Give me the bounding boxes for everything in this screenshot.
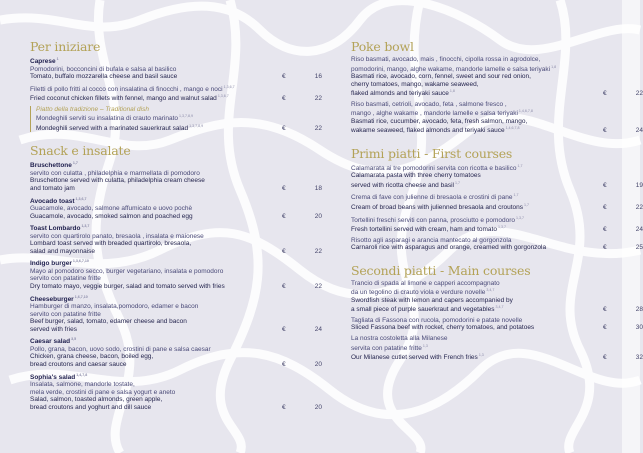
currency-symbol: € (282, 360, 286, 368)
description-english (351, 125, 631, 135)
menu-item (351, 335, 643, 362)
description-text: served with fries (30, 325, 77, 333)
allergen-codes: 1,3,7,8,9 (179, 114, 193, 119)
currency-symbol: € (282, 247, 286, 255)
allergen-codes: 3,5 (71, 337, 77, 342)
allergen-codes: 1,3,7 (497, 225, 506, 230)
description-text: Trancio di spada al limone e capperi accompagnato (351, 279, 500, 287)
allergen-codes: 1,7 (454, 180, 460, 185)
description-italian (30, 268, 310, 276)
allergen-codes: 1 (56, 57, 59, 61)
menu-item (351, 56, 643, 98)
description-english (351, 297, 631, 305)
description-english (30, 213, 310, 221)
description-italian (36, 113, 310, 123)
currency-symbol: € (282, 73, 286, 80)
price (603, 127, 643, 135)
allergen-codes: 1,4,6,7,8 (505, 126, 520, 131)
menu-item (30, 196, 322, 221)
description-italian (30, 233, 310, 241)
description-text: Insalata, salmone, mandorle tostate, (30, 381, 135, 388)
description-italian (351, 163, 631, 173)
description-italian (30, 275, 310, 283)
allergen-codes: 1,3,6,7 (217, 94, 229, 99)
allergen-codes: 1,3,6,7 (223, 84, 235, 89)
description-text: Lombard toast served with breaded quartirolo, bresaola, (30, 240, 192, 248)
description-english (30, 326, 310, 334)
description-english (30, 283, 310, 291)
dish-name: Sophia's salad (30, 373, 76, 381)
description-text: salad and mayonnaise (30, 247, 96, 255)
description-text: Tagliata di Fassona con rucola, pomodorini e patate novelle (351, 316, 523, 324)
currency-symbol: € (282, 124, 286, 132)
description-english (351, 244, 631, 252)
description-text: bread croutons and yoghurt and dill sauce (30, 403, 152, 411)
allergen-codes: 1,7 (72, 161, 78, 166)
description-text: Bruschettone served with culatta, philadelphia cream cheese (30, 177, 205, 185)
price (282, 73, 322, 81)
description-text: Swordfish steak with lemon and capers accompanied by (351, 296, 513, 304)
menu-item (351, 215, 643, 234)
description-text: servito con quartirolo panato, bresaola , insalata e maionese (30, 232, 204, 240)
allergen-codes: 3,4,7 (486, 288, 495, 293)
description-text: servito con patatine fritte (30, 275, 101, 283)
currency-symbol: € (603, 127, 607, 135)
dish-title (30, 56, 310, 66)
menu-item (30, 294, 322, 334)
description-english (30, 396, 310, 404)
description-english (351, 180, 631, 190)
price (282, 283, 322, 291)
description-text: wakame seaweed, flaked almonds and teriyaki sauce (351, 127, 505, 135)
description-text: Mondeghili served with a marinated sauerkraut salad (36, 124, 189, 132)
menu-section (30, 143, 322, 411)
currency-symbol: € (603, 90, 607, 97)
menu-right-column (351, 39, 643, 374)
price (282, 361, 322, 369)
menu-section (30, 39, 322, 132)
dish-name: Bruschettone (30, 162, 72, 170)
price-value: 24 (635, 127, 643, 135)
dish-name: Toast Lombardo (30, 225, 81, 233)
dish-title (30, 223, 310, 233)
description-text: Calamarata pasta with three cherry tomatoes (351, 172, 481, 180)
description-english (351, 73, 631, 81)
description-english (30, 240, 310, 248)
section-heading: Per iniziare (30, 39, 101, 54)
currency-symbol: € (603, 226, 607, 234)
description-english (30, 318, 310, 326)
allergen-codes: 1,3 (422, 343, 428, 348)
description-italian (351, 280, 631, 288)
menu-item (30, 84, 322, 103)
dish-title (30, 372, 310, 382)
description-text: Calamarata ai tre pomodorini servita con ricotta e basilico (351, 164, 517, 172)
price (282, 213, 322, 221)
allergen-codes: 1,4,6,7,8 (518, 109, 533, 114)
description-italian (30, 389, 310, 397)
description-text: Riso basmati, cetrioli, avocado, feta , salmone fresco , (351, 100, 507, 108)
price-value: 22 (314, 282, 322, 290)
description-text: Carnaroli rice with asparagus and orange, creamed with gorgonzola (351, 244, 547, 252)
price (603, 226, 643, 234)
price-value: 24 (635, 226, 643, 234)
currency-symbol: € (603, 244, 607, 252)
description-text: Dry tomato mayo, veggie burger, salad and tomato served with fries (30, 282, 225, 290)
description-text: Tortellini freschi serviti con panna, prosciutto e pomodoro (351, 216, 516, 224)
price (282, 185, 322, 193)
description-text: Chicken, grana cheese, bacon, boiled egg, (30, 353, 154, 361)
price (603, 204, 643, 212)
description-english (351, 352, 631, 362)
currency-symbol: € (282, 95, 286, 103)
menu-item (351, 100, 643, 135)
description-text: Basmati rice, avocado, corn, fennel, sweet and sour red onion, (351, 73, 531, 80)
currency-symbol: € (282, 212, 286, 220)
description-italian (351, 287, 631, 297)
price-value: 18 (314, 184, 322, 192)
description-text: mela verde, crostini di pane e salsa yogurt e aneto (30, 388, 176, 396)
description-english (30, 361, 310, 369)
currency-symbol: € (282, 282, 286, 290)
currency-symbol: € (282, 184, 286, 192)
description-english (351, 324, 631, 332)
menu-item (351, 279, 643, 314)
description-english (36, 123, 310, 133)
description-text: servito con patatine fritte (30, 310, 101, 318)
allergen-codes: 1,6,7,10 (74, 294, 88, 299)
description-italian (30, 205, 310, 213)
description-italian (351, 64, 631, 74)
description-text: servito con culatta , philadelphia e marmellata di pomodoro (30, 169, 200, 177)
description-english (30, 185, 310, 193)
price (603, 354, 643, 362)
description-italian (351, 108, 631, 118)
dish-name: Caprese (30, 58, 56, 65)
description-text: a small piece of purple sauerkraut and vegetables (351, 306, 495, 314)
dish-title (30, 258, 310, 268)
menu-item (351, 192, 643, 211)
price-value: 25 (635, 244, 643, 252)
currency-symbol: € (603, 203, 607, 211)
traditional-dish-label: Piatto della tradizione – Traditional dish (36, 105, 149, 113)
description-italian (30, 303, 310, 311)
description-english (30, 177, 310, 185)
price-value: 22 (314, 95, 322, 103)
description-text: flaked almonds and teriyaki sauce (351, 90, 449, 97)
description-text: Sliced Fassona beef with rocket, cherry tomatoes, and potatoes (351, 324, 535, 332)
description-text: Hamburger di manzo, insalata,pomodoro, edamer e bacon (30, 303, 199, 311)
description-text: Basmati rice, cucumber, avocado, feta, fresh salmon, mango, (351, 117, 528, 125)
description-text: Fresh tortellini served with cream, ham and tomato (351, 226, 497, 234)
dish-name: Caesar salad (30, 338, 71, 346)
price-value: 16 (314, 73, 322, 80)
description-text: Risotto agli asparagi e arancia mantecato al gorgonzola (351, 236, 512, 244)
dish-title (30, 336, 310, 346)
dish-name: Avocado toast (30, 197, 75, 205)
description-italian (30, 84, 310, 94)
allergen-codes: 1,7 (517, 163, 523, 168)
description-italian (351, 56, 631, 64)
price-value: 22 (635, 203, 643, 211)
section-heading: Secondi piatti - Main courses (351, 262, 531, 278)
allergen-codes: 1,3 (478, 353, 484, 358)
description-english (30, 73, 310, 81)
allergen-codes: 1,3,7,8,9 (189, 123, 204, 128)
description-english (351, 224, 631, 234)
description-text: and tomato jam (30, 184, 75, 192)
price (603, 306, 643, 314)
description-text: Riso basmati, avocado, mais , finocchi, cipolla rossa in agrodolce, (351, 56, 541, 63)
description-italian (351, 343, 631, 353)
allergen-codes: 1,3,7 (81, 224, 90, 229)
description-text: servita con patatine fritte (351, 344, 422, 352)
price (282, 248, 322, 256)
menu-item (30, 223, 322, 255)
description-text: bread croutons and caesar sauce (30, 360, 127, 368)
price (282, 404, 322, 412)
price (282, 95, 322, 103)
section-heading: Primi piatti - First courses (351, 145, 513, 161)
price (282, 125, 322, 133)
description-italian (351, 192, 631, 202)
currency-symbol: € (282, 325, 286, 333)
menu-item (351, 236, 643, 252)
price-value: 22 (314, 247, 322, 255)
description-english (351, 118, 631, 126)
description-text: Pollo, grana, bacon, uovo sodo, crostini di pane e salsa caesar (30, 345, 211, 353)
description-italian (351, 215, 631, 225)
dish-name: Cheeseburger (30, 295, 74, 303)
price-value: 32 (635, 354, 643, 362)
description-english (30, 404, 310, 412)
description-text: Mondeghili serviti su insalatina di crauto marinato (36, 115, 178, 123)
description-english (351, 81, 631, 89)
description-english (30, 93, 310, 103)
allergen-codes: 1,8 (449, 89, 455, 93)
menu-item (30, 105, 322, 133)
description-text: Salad, salmon, toasted almonds, green apple, (30, 396, 163, 403)
section-heading: Snack e insalate (30, 143, 131, 159)
description-text: Guacamole, avocado, smoked salmon and poached egg (30, 212, 193, 220)
description-english (30, 248, 310, 256)
menu-item (30, 372, 322, 412)
price-value: 22 (314, 124, 322, 132)
price (603, 182, 643, 190)
menu-item (30, 258, 322, 290)
description-text: Filetti di pollo fritti al cocco con insalatina di finocchi , mango e noci (30, 85, 223, 93)
description-english (351, 202, 631, 212)
price-value: 20 (314, 360, 322, 368)
allergen-codes: 1,3,6,7,10 (72, 259, 89, 264)
description-text: Fried coconut chicken fillets with fennel, mango and walnut salad (30, 95, 217, 103)
description-text: La nostra costoletta alla Milanese (351, 335, 448, 343)
description-italian (30, 170, 310, 178)
allergen-codes: 1,7 (513, 193, 519, 198)
description-italian (351, 237, 631, 245)
menu-item (30, 336, 322, 368)
allergen-codes: 3,4,7 (495, 305, 504, 310)
price-value: 19 (635, 181, 643, 189)
menu-item (351, 316, 643, 332)
dish-name: Indigo burger (30, 260, 72, 268)
description-italian (351, 317, 631, 325)
allergen-codes: 1,3,7 (516, 215, 525, 220)
allergen-codes: 1,8 (551, 64, 557, 69)
description-text: mango , alghe wakame , mandorle lamelle e salsa teriyaki (351, 110, 518, 118)
description-english (351, 88, 631, 98)
price-value: 30 (635, 324, 643, 332)
description-italian (351, 335, 631, 343)
currency-symbol: € (603, 306, 607, 314)
description-text: Pomodorini, bocconcini di bufala e salsa al basilico (30, 65, 177, 73)
menu-section (351, 262, 643, 362)
description-italian (30, 66, 310, 74)
description-italian (30, 381, 310, 389)
price-value: 24 (314, 325, 322, 333)
description-italian (30, 346, 310, 354)
menu-section (351, 39, 643, 135)
dish-title (30, 196, 310, 206)
description-text: Guacamole, avocado, salmone affumicato e uovo pochè (30, 205, 193, 213)
description-text: served with ricotta cheese and basil (351, 181, 454, 189)
price (603, 324, 643, 332)
price-value: 20 (314, 212, 322, 220)
description-text: Crema di fave con julienne di bresaola e crostini di pane (351, 194, 513, 202)
price (603, 244, 643, 252)
dish-title (30, 160, 310, 170)
menu-item (351, 163, 643, 190)
description-english (351, 304, 631, 314)
allergen-codes: 1,3,6,7 (75, 196, 87, 201)
currency-symbol: € (282, 403, 286, 411)
allergen-codes: 1,7 (524, 202, 529, 207)
menu-item (30, 160, 322, 192)
currency-symbol: € (603, 354, 607, 362)
price-value: 20 (314, 403, 322, 411)
menu-left-column (30, 39, 322, 423)
description-italian (30, 311, 310, 319)
description-text: Mayo al pomodoro secco, burger vegetariano, insalata e pomodoro (30, 267, 224, 275)
menu-item (30, 56, 322, 81)
description-text: cherry tomatoes, mango, wakame seaweed, (351, 80, 479, 88)
description-text: Tomato, buffalo mozzarella cheese and basil sauce (30, 73, 178, 80)
description-italian (351, 101, 631, 109)
price-value: 22 (635, 90, 643, 97)
section-heading: Poke bowl (351, 39, 414, 54)
dish-title (30, 294, 310, 304)
allergen-codes: 1,4,7,8 (76, 372, 88, 377)
price-value: 28 (635, 306, 643, 314)
description-english (351, 172, 631, 180)
price (603, 90, 643, 98)
description-english (30, 353, 310, 361)
price (282, 326, 322, 334)
description-text: Our Milanese cutlet served with French fries (351, 354, 478, 362)
currency-symbol: € (603, 324, 607, 332)
description-text: Beef burger, salad, tomato, edamer cheese and bacon (30, 318, 187, 326)
description-text: da un tegolino di crauto viola e verdure novelle (351, 289, 486, 297)
currency-symbol: € (603, 181, 607, 189)
description-text: pomodorini, mango, alghe wakame, mandorle lamelle e salsa teriyaki (351, 65, 551, 73)
menu-section (351, 145, 643, 252)
description-text: Cream of broad beans with julienned bresaola and croutons (351, 203, 523, 211)
